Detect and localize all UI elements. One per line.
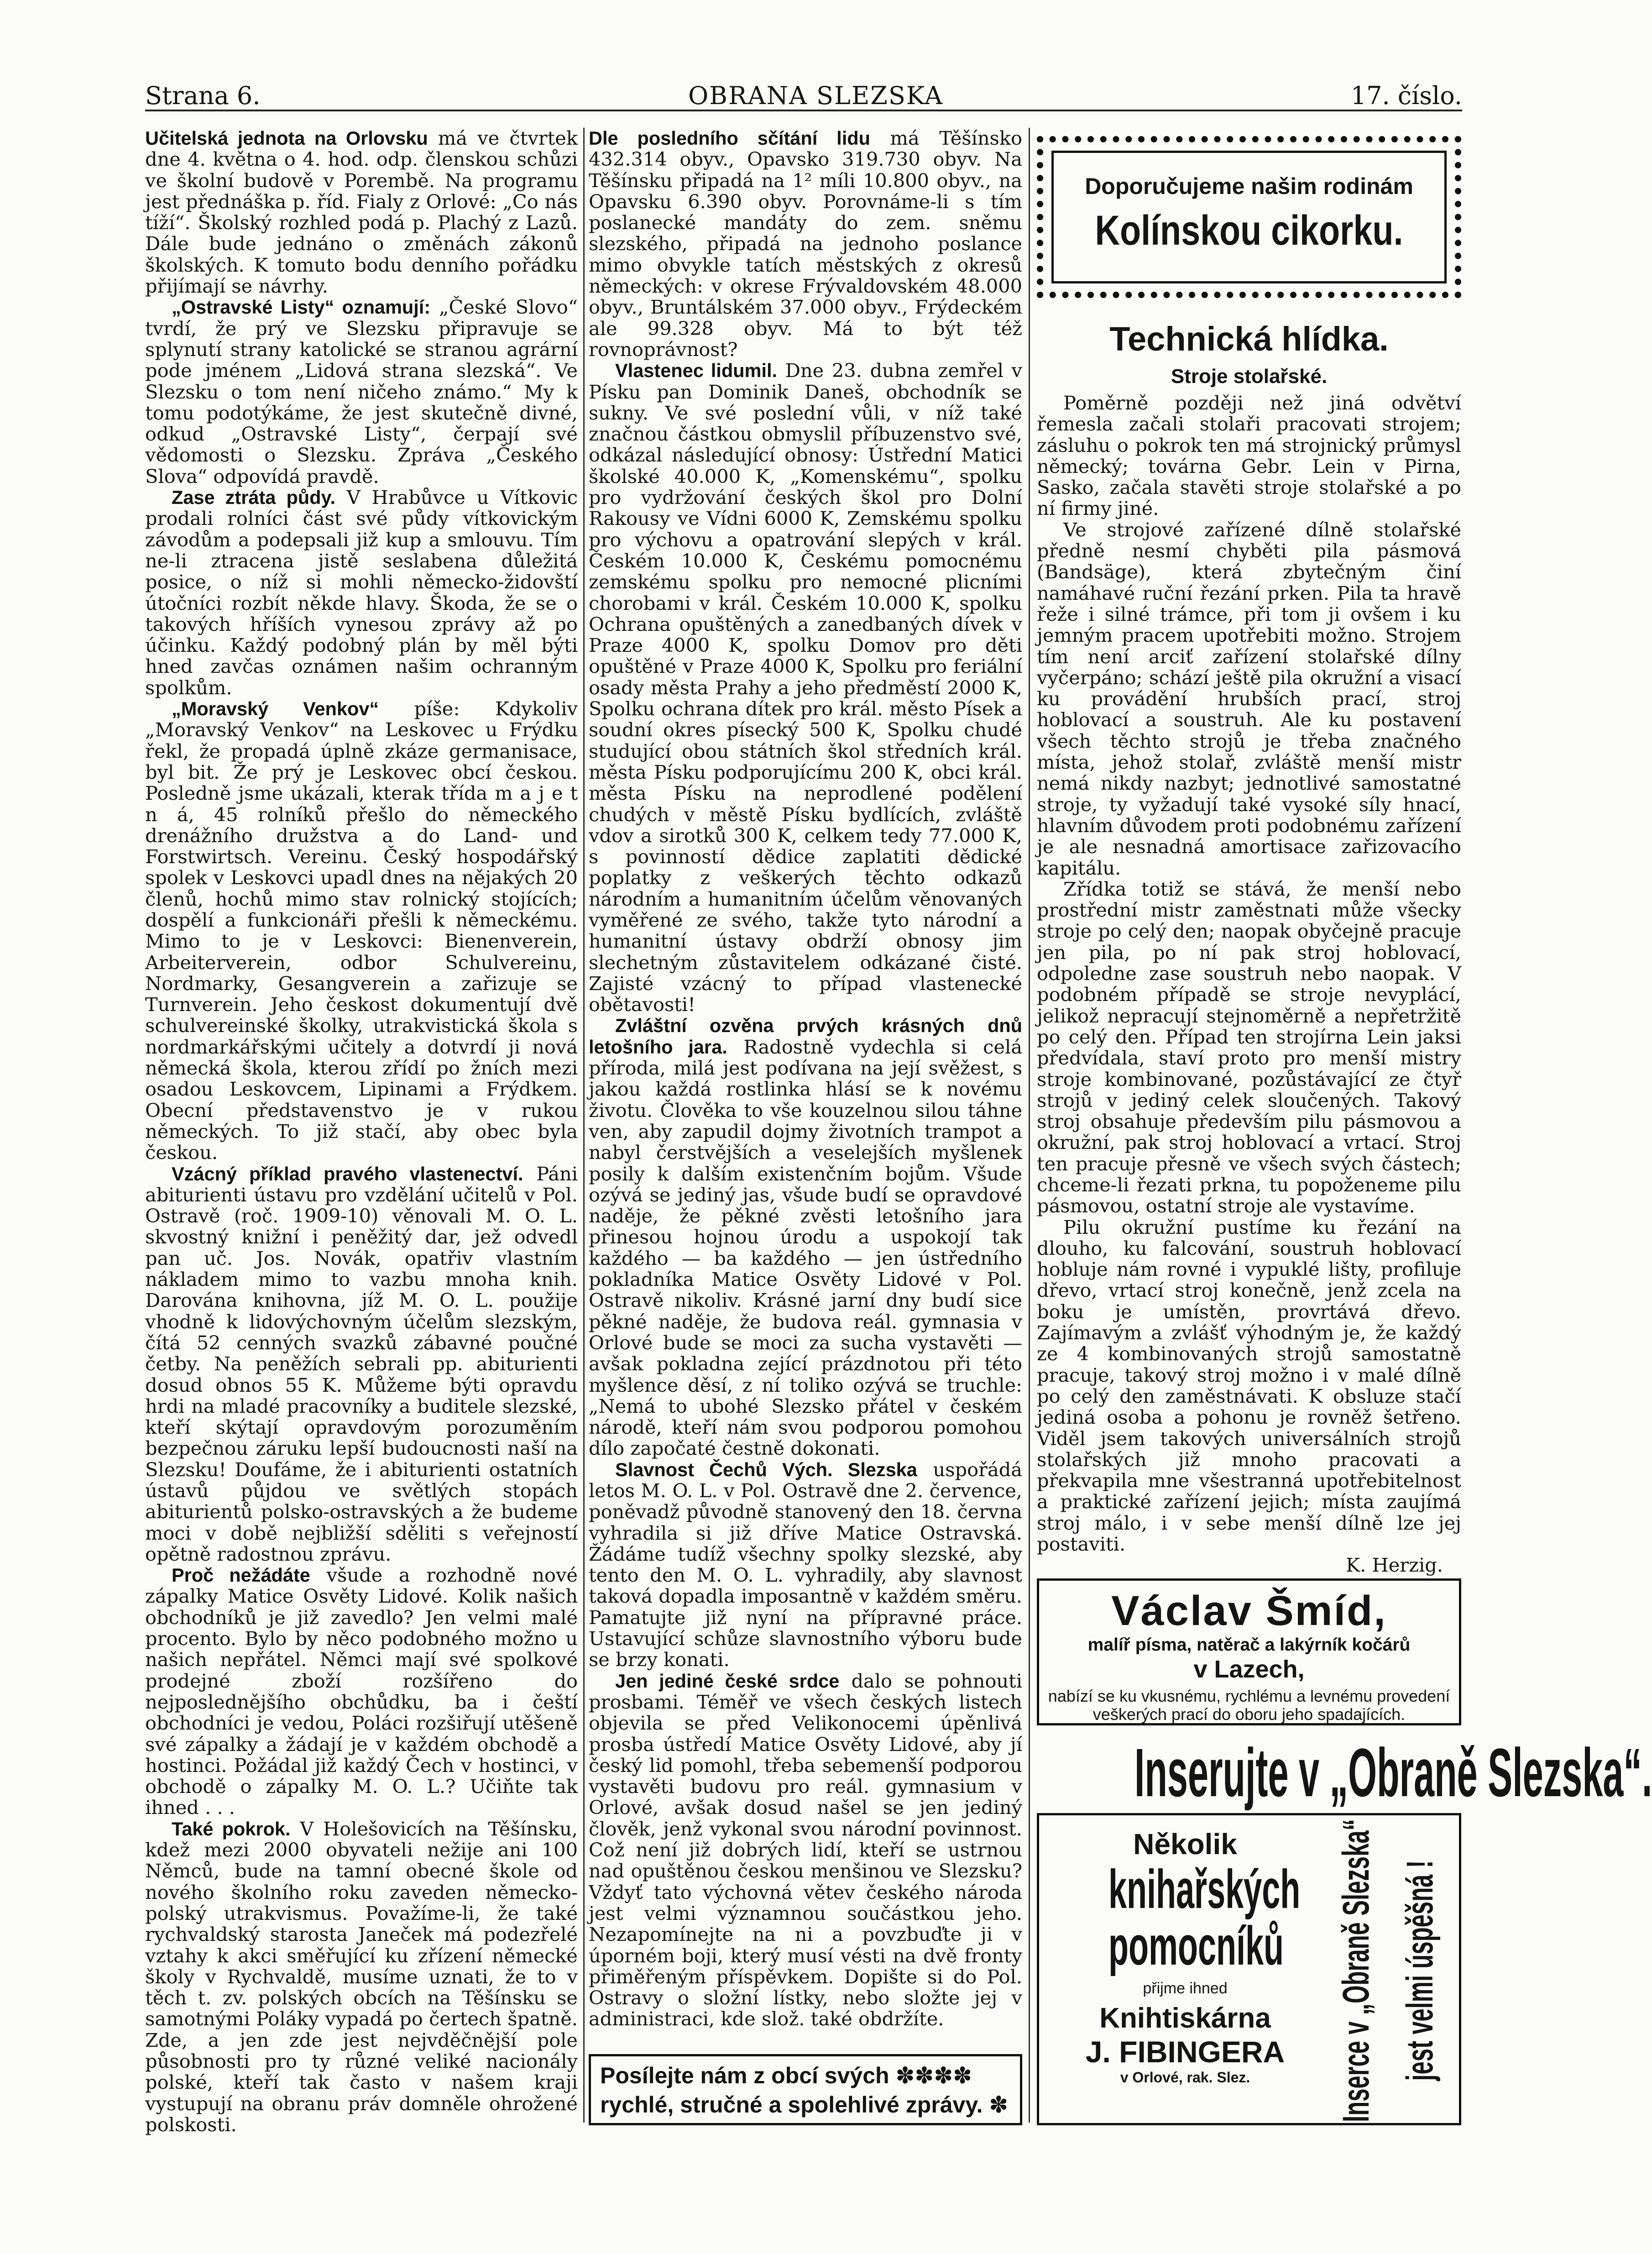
ad-line: přijme ihned [1143, 1980, 1228, 1997]
advertising-banner [1037, 1734, 1652, 1811]
news-item [145, 1819, 578, 2135]
news-headline: Zvláštní ozvěna prvých krásných dnů letošního jara. [589, 1015, 1022, 1058]
bookbinder-ad [1037, 1813, 1461, 2125]
news-text: Páni abiturienti ústavu pro vzdělání učitelů v Pol. Ostravě (roč. 1909-10) věnovali M. O. L. skvostný knižní i peněžitý dar, jež odvedl pan uč. Jos. Novák, opatřiv vlastním nákladem mimo to vazbu mnoha knih. Darována knihovna, jíž M. O. L. použije vhodně k lidovýchovným účelům slezským, čítá 52 cenných svazků zábavné poučné četby. Na peněžích sebrali pp. abiturienti dosud obnos 55 K. Můžeme býti opravdu hrdi na mladé pracovníky a buditele slezské, kteří skýtají opravdovým porozuměním bezpečnou záruku lepší budoucnosti naší na Slezsku! Doufáme, že i abiturienti ostatních ústavů půjdou ve světlých stopách abiturientů polsko-ostravských a že budeme moci v době nejbližší sděliti s veřejností opětně radostnou zprávu. [145, 1162, 578, 1565]
chicory-ad-frame [1051, 151, 1447, 283]
advertiser-trade: malíř písma, natěrač a lakýrník kočárů [1087, 1635, 1411, 1655]
news-item [145, 1164, 578, 1565]
ad-line: J. FIBINGERA [1085, 2035, 1285, 2069]
news-item [589, 360, 1022, 1015]
news-headline: Učitelská jednota na Orlovsku [145, 127, 428, 149]
news-headline: „Moravský Venkov“ [172, 698, 379, 720]
ad-line: Posílejte nám z obcí svých ✽✽✽✽ [600, 2063, 972, 2088]
news-text: V Hrabůvce u Vítkovic prodali rolníci část své půdy vítkovickým závodům a podepsali již kup a smlouvu. Tím ne-li ztracena jistě seslabena důležitá posice, o níž si mohli německo-židovští útočníci rozbít někde hlavy. Škoda, že se o takových hříších vynesou zprávy až po účinku. Každý podobný plán by měl býti hned zavčas oznámen našim ochranným spolkům. [145, 486, 578, 699]
advertiser-name: Václav Šmíd, [1111, 1588, 1387, 1634]
news-item [145, 487, 578, 698]
news-text: dalo se pohnouti prosbami. Téměř ve všech českých listech objevila se před Velikonocemi úpěnlivá prosba ústředí Matice Osvěty Lidové, aby jí český lid pomohl, třeba sebemenší podporou vystavěti budovu pro reál. gymnasium v Orlové, avšak dosud našel se jen jediný člověk, jenž vykonal svou národní povinnost. Což není již dobrých lidí, kteří se ustrnou nad opuštěnou českou menšinou ve Slezsku? Vždyť tato výchovná větev českého národa jest velmi významnou součástkou jeho. Nezapomínejte na ni a povzbuďte ji v úporném boji, který musí vésti na dvě fronty přiměřeným příspěvkem. Dopište si do Pol. Ostravy o složní lístky, nebo složte jej v administraci, kde slož. také obdržíte. [589, 1669, 1022, 2030]
advertiser-text: nabízí se ku vkusnému, rychlému a levnému provedení veškerých prací do oboru jeho spadajících. [1048, 1687, 1450, 1724]
ad-line: v Orlové, rak. Slez. [1120, 2069, 1250, 2086]
news-headline: Proč nežádáte [172, 1564, 310, 1586]
issue-number: 17. číslo. [1350, 81, 1462, 110]
bookbinder-ad-main [1057, 1824, 1313, 2086]
news-text: uspořádá letos M. O. L. v Pol. Ostravě dne 2. července, poněvadž původně stanovený den 18. června vyhradila si již dříve Matice Ostravská. Žádáme tudíž všechny spolky slezské, aby tento den M. O. L. vyhradily, aby slavnost taková dopadla imposantně v každém směru. Pamatujte již nyní na přípravné práce. Ustavující schůze slavnostního výboru bude se brzy konati. [589, 1458, 1022, 1671]
news-headline: Vlastenec lidumil. [615, 360, 778, 382]
banner-text: Inserujte v „Obraně Slezska“. [1134, 1734, 1652, 1811]
ad-line: knihařských [1108, 1859, 1301, 1920]
news-item [145, 128, 578, 297]
news-item [145, 297, 578, 487]
news-item [589, 1015, 1022, 1459]
painter-ad [1037, 1578, 1461, 1725]
vertical-ad-text [1395, 1824, 1445, 2117]
news-item [145, 698, 578, 1164]
section-title: Technická hlídka. [1109, 320, 1389, 358]
vertical-line: jest velmi úspěšná ! [1399, 1860, 1441, 2081]
chicory-ad-line1: Doporučujeme našim rodinám [1085, 173, 1413, 199]
newspaper-title: OBRANA SLEZSKA [688, 81, 943, 110]
article-paragraph: Zřídka totiž se stává, že menší nebo prostřední mistr zaměstnati může všecky stroje po celý den; naopak obyčejně pracuje jen pila, po ní pak stroj hoblovací, odpoledne zase soustruh nebo naopak. V podobném případě se stroje nevyplácí, jelikož nepracují stejnoměrně a nepřetržitě po celý den. Případ ten strojírna Lein jaksi předvídala, staví proto pro menší mistry stroje kombinované, pozůstávající ze čtyř strojů v jediný celek sloučených. Takový stroj obsahuje především pilu pásmovou a okružní, pak stroj hoblovací a vrtací. Stroj ten pracuje přesně ve všech svých částech; chceme-li řezati prkna, tu popoženeme pilu pásmovou, ostatní stroje ale vystavíme. [1037, 877, 1461, 1217]
news-text: V Holešovicích na Těšínsku, kdež mezi 2000 obyvateli nežije ani 100 Němců, bude na tamní obecné škole od nového školního roku zaveden německo-polský utrakvismus. Považíme-li, že také rychvaldský starosta Janeček má podezřelé vztahy k akci směřující ku zřízení německé školy v Rychvaldě, musíme uznati, že to v těch t. zv. polských obcích na Těšínsku se samotnými Poláky vypadá po čertech špatně. Zde, a jen zde jest nejvděčnější pole působnosti pro ty různé veliké nacionály polské, kteří tak často v našem kraji vystupují na obranu práv domněle ohrožené polskosti. [145, 1817, 578, 2136]
page-header [145, 77, 1462, 111]
ad-line: pomocníků [1108, 1915, 1284, 1976]
chicory-ad [1037, 136, 1461, 298]
news-text: Dne 23. dubna zemřel v Písku pan Dominik Daneš, obchodník se sukny. Ve své poslední vůli, v níž také značnou částkou obmyslil příbuzenstvo své, odkázal následující obnosy: Ústřední Matici školské 40.000 K, „Komenskému“, spolku pro vydržování českých škol pro Dolní Rakousy ve Vídni 6000 K, Zemskému spolku pro výchovu a opatrování slepých v král. Českém 10.000 K, Českému pomocnému zemskému spolku pro nemocné plicními chorobami v král. Českém 10.000 K, spolku Ochrana opuštěných a zanedbaných dívek v Praze 4000 K, spolku Domov pro děti opuštěné v Praze 4000 K, Spolku pro feriální osady města Prahy a jeho předměstí 2000 K, Spolku ochrana dítek pro král. město Písek a soudní okres písecký 500 K, Spolku chudé studující obou státních škol středních král. města Písku podporujícímu 200 K, obci král. města Písku na neprodlené podělení chudých v městě Písku bydlících, zvláště vdov a sirotků 300 K, celkem tedy 77.000 K, s povinností dědice zaplatiti dědické poplatky z veškerých těchto odkazů národním a humanitním účelům věnovaných vyměřené ze svého, takže tyto národní a humanitní ústavy obdrží obnosy jim slechetným zůstavitelem odkázané čisté. Zajisté vzácný to případ vlastenecké obětavosti! [589, 359, 1022, 1016]
news-headline: Jen jediné české srdce [615, 1670, 840, 1692]
news-headline: Vzácný příklad pravého vlastenectví. [172, 1163, 523, 1185]
page-number: Strana 6. [145, 81, 261, 110]
news-text: všude a rozhodně nové zápalky Matice Osvěty Lidové. Kolik našich obchodníků je již zavedlo? Jen velmi malé procento. Bylo by něco podobného možno u našich nepřátel. Němci mají své spolkové prodejné zboží rozšířeno do nejposlednějšího obchůdku, ba i čeští obchodníci je vedou, Poláci rozšiřují utěšeně své zápalky a žádají je v každém obchodě a hostinci. Požádal již každý Čech v hostinci, v obchodě o zápalky M. O. L.? Učiňte tak ihned . . . [145, 1564, 578, 1819]
article-paragraph: Ve strojové zařízené dílně stolařské předně nesmí chyběti pila pásmová (Bandsäge), která zbytečným činí namáhavé ruční řezání prken. Pila ta hravě řeže i silné trámce, při tom ji ovšem i ku jemným pracem upotřebiti možno. Strojem tím není arciť zařízení stolařské dílny vyčerpáno; schází ještě pila okružní a visací ku provádění hrubších prací, stroj hoblovací a soustruh. Ale ku postavení všech těchto strojů je třeba značného místa, jehož stolař, zvláště menší mistr nemá nikdy nazbyt; jednotlivé samostatné stroje, ty vyžadují také vysoké síly hnací, hlavním důvodem proti podobnému zařízení je ale nesnadná amortisace zařizovacího kapitálu. [1037, 518, 1461, 879]
technical-article [1037, 393, 1461, 1576]
news-text: má ve čtvrtek dne 4. května o 4. hod. odp. členskou schůzi ve školní budově v Porembě. Na programu jest přednáška p. říd. Fialy z Orlové: „Co nás tíží“. Školský rozhled podá p. Plachý z Lazů. Dále bude jednáno o změnách zákonů školských. K tomuto bodu denního pořádku přijímají se návrhy. [145, 127, 578, 298]
news-headline: Zase ztráta půdy. [172, 487, 336, 508]
news-headline: Také pokrok. [172, 1818, 291, 1840]
advertiser-place: v Lazech, [1193, 1656, 1305, 1683]
column-left [145, 128, 578, 2135]
news-item [589, 1671, 1022, 2030]
ad-line: Několik [1133, 1828, 1237, 1861]
ad-line: Knihtiskárna [1099, 2002, 1271, 2034]
section-subtitle: Stroje stolařské. [1171, 365, 1328, 388]
column-divider [583, 128, 585, 2123]
news-item [589, 128, 1022, 360]
column-divider [1029, 128, 1030, 2123]
author-signature: K. Herzig. [1346, 1554, 1443, 1577]
news-item [589, 1459, 1022, 1671]
news-headline: „Ostravské Listy“ oznamují: [172, 296, 431, 318]
column-middle [589, 128, 1022, 2030]
article-paragraph: Pilu okružní pustíme ku řezání na dlouho, ku falcování, soustruh hoblovací hobluje nám rovné i vypuklé lišty, profiluje dřevo, vrtací stroj konečně, jenž zcela na boku je umístěn, provrtává dřevo. Zajímavým a zvlášť výhodným je, že každý ze 4 kombinovaných strojů samostatně pracuje, takový stroj možno i v malé dílně po celý den zaměstnávati. K obsluze stačí jediná osoba a pohonu je rovněž šetřeno. Viděl jsem takových universálních strojů stolařských již mnoho pracovati a překvapila mne všestranná upotřebitelnost a praktické zařízení jejich; místa zaujímá stroj málo, i v sebe menší dílně lze jej postaviti. [1037, 1216, 1461, 1556]
news-text: má Těšínsko 432.314 obyv., Opavsko 319.730 obyv. Na Těšínsku připadá na 1² míli 10.800 obyv., na Opavsku 6.390 obyv. Porovnáme-li s tím poslanecké mandáty do zem. sněmu slezského, připadá na jednoho poslance mimo obvykle tatích městských z okresů německých: v okrese Frývaldovském 48.000 obyv., Bruntálském 37.000 obyv., Frýdeckém ale 99.328 obyv. Má to být též rovnoprávnost? [589, 127, 1022, 361]
news-request-ad [589, 2054, 1022, 2125]
news-text: Radostně vydechla si celá příroda, milá jest podívana na její svěžest, s jakou každá rostlinka hlásí se k novému životu. Člověka to vše kouzelnou silou táhne ven, aby zapudil dojmy životních trampot a nabyl čerstvějších a veselejších myšlenek posily k dalším existenčním bojům. Všude ozývá se jediný jas, všude budí se opravdové naděje, že pěkné zvěsti letošního jara přinesou hojnou úrodu a uspokojí tak každého — ba každého — jen ústředního pokladníka Matice Osvěty Lidové v Pol. Ostravě nikoliv. Krásné jarní dny budí sice pěkné naděje, že budova reál. gymnasia v Orlové bude se moci za sucha vystavěti — avšak pokladna zející prázdnotou při této myšlence děsí, z ní toliko ozývá se truchle: „Nemá to ubohé Slezsko přátel v českém národě, kteří nám svou podporou pomohou dílo započaté čestně dokonati. [589, 1035, 1022, 1460]
news-headline: Slavnost Čechů Vých. Slezska [615, 1458, 917, 1480]
chicory-ad-line2: Kolínskou cikorku. [1095, 207, 1403, 254]
news-text: píše: Kdykoliv „Moravský Venkov“ na Leskovec u Frýdku řekl, že propadá úplně zkáze germanisace, byl bit. Že prý je Leskovec obcí českou. Posledně jsme ukázali, kterak třída m a j e t n á, 45 rolníků přešlo do německého drenážního družstva a do Land- und Forstwirtsch. Vereinu. Český hospodářský spolek v Leskovci upadl dnes na nějakých 20 členů, hochů mimo stav rolnický stojících; dospělí a funkcionáři přešli k německému. Mimo to je v Leskovci: Bienenverein, Arbeiterverein, odbor Schulvereinu, Nordmarky, Gesangverein a zařizuje se Turnverein. Jeho českost dokumentují dvě schulvereinské školky, utrakvistická škola s nordmarkářskými učitely a dotvrdí ji nová německá škola, kterou zřídí po žních mezi osadou Leskovcem, Lipinami a Frýdkem. Obecní představenstvo je v rukou německých. To již stačí, aby obec byla českou. [145, 697, 578, 1164]
news-item [145, 1565, 578, 1819]
article-paragraph: Poměrně později než jiná odvětví řemesla začali stolaři pracovati strojem; zásluhu o pokrok ten má strojnický průmysl německý; továrna Gebr. Lein v Pirna, Sasko, začala stavěti stroje stolařské a po ní firmy jiné. [1037, 392, 1461, 520]
ad-line: rychlé, stručné a spolehlivé zprávy. ✽ [600, 2092, 1009, 2118]
news-headline: Dle posledního sčítání lidu [589, 127, 870, 149]
news-text: „České Slovo“ tvrdí, že prý ve Slezsku připravuje se splynutí strany katolické se stranou agrární pode jménem „Lidová strana slezská“. Ve Slezsku o tom není ničeho známo.“ My k tomu podotýkáme, že jest skutečně divné, odkud „Ostravské Listy“, čerpají své vědomosti o Slezsku. Zpráva „Českého Slova“ odpovídá pravdě. [145, 296, 578, 487]
vertical-ad-text [1331, 1819, 1381, 2123]
vertical-line: Inserce v „Obraně Slezska“ [1335, 1819, 1377, 2123]
